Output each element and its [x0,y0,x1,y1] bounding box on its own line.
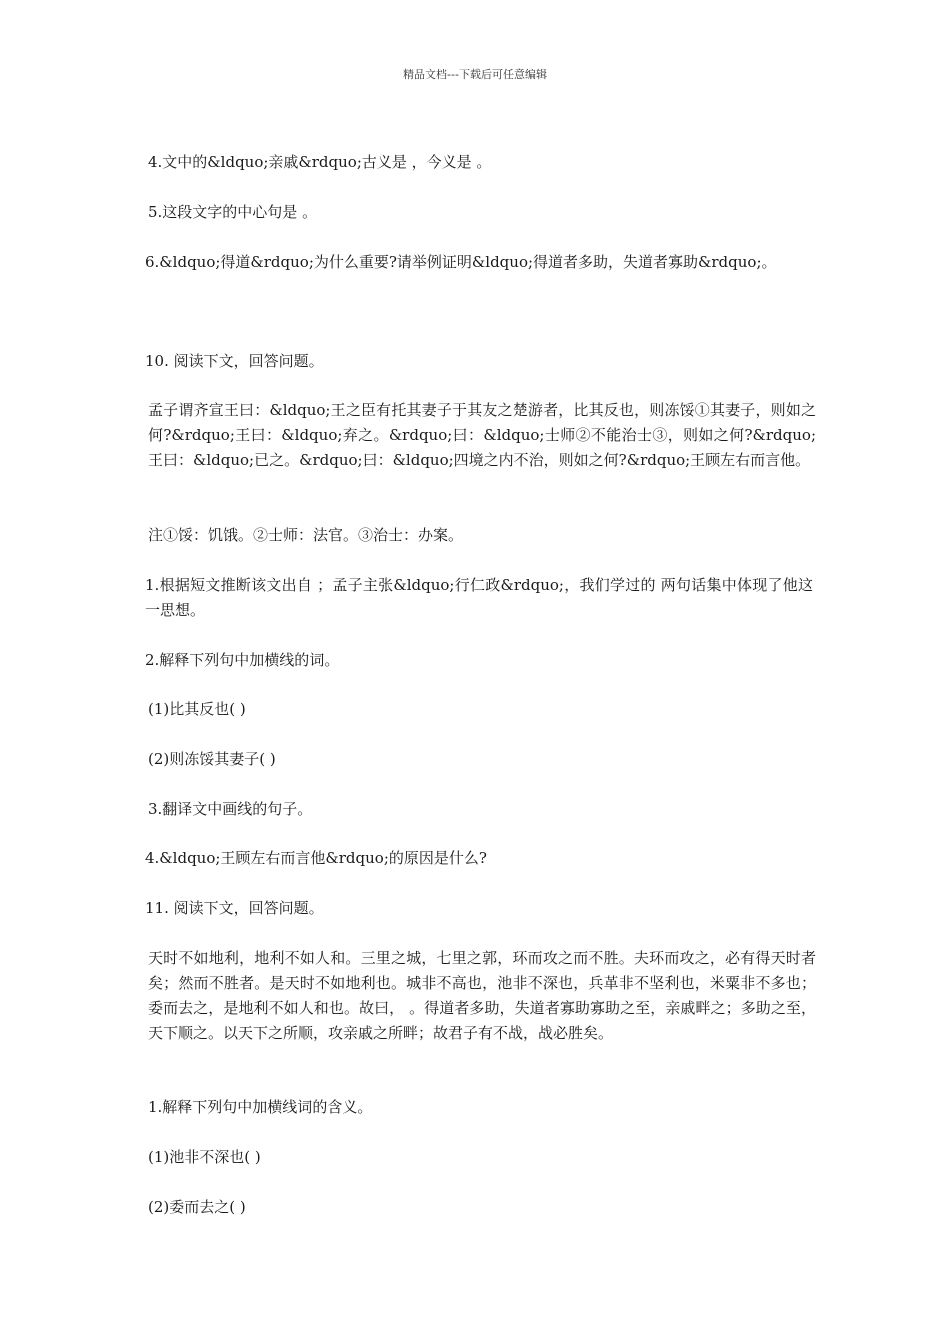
section-11-passage: 天时不如地利，地利不如人和。三里之城，七里之郭，环而攻之而不胜。夫环而攻之，必有得天时者矣；然而不胜者。是天时不如地利也。城非不高也，池非不深也，兵革非不坚利也，米粟非不多也；委而去之，是地利不如人和也。故曰， 。得道者多助，失道者寡助寡助之至，亲戚畔之；多助之至，天下顺之。以天下之所顺，攻亲戚之所畔；故君子有不战，战必胜矣。 [148,949,816,1042]
section-10-question-1: 1.根据短文推断该文出自 ；孟子主张&ldquo;行仁政&rdquo;，我们学过的 两句话集中体现了他这一思想。 [145,576,813,619]
section-10-question-3: 3.翻译文中画线的句子。 [148,800,313,818]
section-10-question-2: 2.解释下列句中加横线的词。 [145,651,340,669]
section-10-title: 10. 阅读下文，回答问题。 [145,352,324,370]
section-11-question-1-item-2: (2)委而去之( ) [148,1198,246,1216]
section-10-question-2-item-2: (2)则冻馁其妻子( ) [148,750,276,768]
question-4: 4.文中的&ldquo;亲戚&rdquo;古义是 ，今义是 。 [148,153,492,171]
section-10-question-4: 4.&ldquo;王顾左右而言他&rdquo;的原因是什么? [145,849,487,867]
page-header: 精品文档---下载后可任意编辑 [403,68,547,81]
section-10-question-2-item-1: (1)比其反也( ) [148,700,246,718]
section-10-passage: 孟子谓齐宣王曰：&ldquo;王之臣有托其妻子于其友之楚游者，比其反也，则冻馁①其妻子，则如之何?&rdquo;王曰：&ldquo;弃之。&rdquo;曰：&ldquo;士师②不能治士③，则如之何?&rdquo;王曰：&ldquo;已之。&rdquo;曰：&ldquo;四境之内不治，则如之何?&rdquo;王顾左右而言他。 [148,401,816,469]
section-10-note: 注①馁：饥饿。②士师：法官。③治士：办案。 [148,526,464,544]
question-6: 6.&ldquo;得道&rdquo;为什么重要?请举例证明&ldquo;得道者多助，失道者寡助&rdquo;。 [145,253,777,271]
section-11-question-1-item-1: (1)池非不深也( ) [148,1148,261,1166]
section-11-title: 11. 阅读下文，回答问题。 [145,899,324,917]
question-5: 5.这段文字的中心句是 。 [148,203,318,221]
section-11-question-1: 1.解释下列句中加横线词的含义。 [148,1098,373,1116]
